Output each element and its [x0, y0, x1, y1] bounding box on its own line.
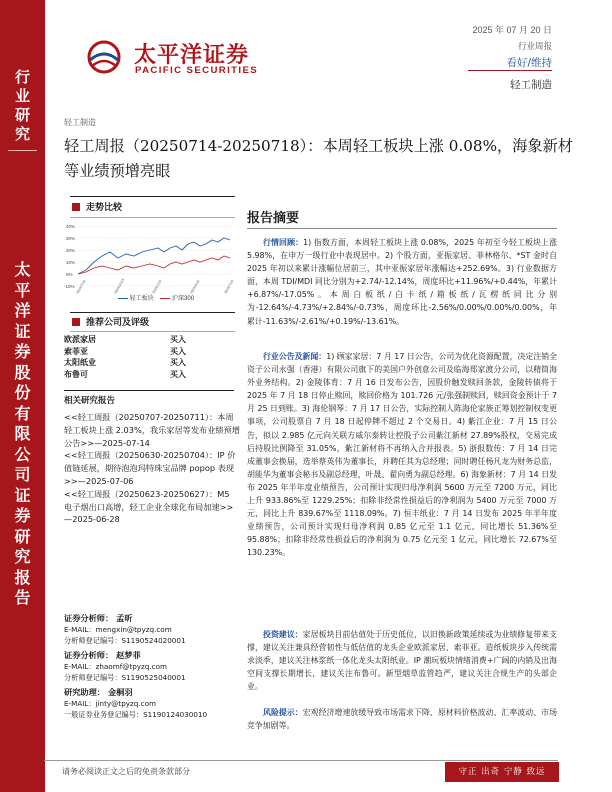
svg-text:2025/7/18: 2025/7/18	[223, 279, 235, 295]
sidebar-top-text: 行业研究	[15, 68, 31, 143]
section-marker-icon	[72, 203, 80, 211]
recommendation-section-header	[70, 312, 235, 332]
breadcrumb: 轻工制造	[64, 118, 96, 127]
sector-rating: 看好/维持	[506, 57, 552, 69]
report-title: 轻工周报（20250714-20250718）：本周轻工板块上涨 0.08%，海象新材等业绩预增亮眼	[64, 137, 573, 180]
analyst-heading	[64, 649, 240, 661]
analyst-license: 分析师登记编号：S1190524020001	[64, 636, 186, 645]
svg-text:2024/10/18: 2024/10/18	[113, 277, 126, 295]
footer-disclaimer: 请务必阅读正文之后的免责条款部分	[62, 767, 190, 776]
rec-label: 推荐公司及评级	[86, 318, 150, 328]
table-row	[64, 357, 234, 369]
svg-text:30%: 30%	[66, 236, 76, 241]
legend-index: 沪深300	[172, 296, 195, 302]
sidebar-category-label	[0, 68, 45, 144]
table-row	[64, 369, 234, 381]
paragraph-lead: 风险提示：	[263, 708, 303, 717]
paragraph-body: 家居板块目前估值处于历史低位，以旧换新政策延续或为业绩修复带来支撑，建议关注兼具经营韧性与低估值的龙头企业欧派家居、索菲亚。造纸板块步入传统需求淡季，建议关注林浆纸一体化龙头太阳纸业。IP 潮玩板块情绪消费+广阔的内销及出海空间支撑长期增长，建议关注布鲁可。新型烟草监管趋严，建议关注合规生产的头部企业。	[247, 630, 557, 692]
related-report-link[interactable]: <<轻工周报（20250623-20250627）：M5 电子烟出口高增，轻工企业全球化布局加速>>—2025-06-28	[64, 488, 234, 525]
legend-swatch-sector	[118, 298, 128, 300]
summary-rule	[247, 228, 557, 229]
related-reports-list	[64, 411, 240, 526]
paragraph-body: 宏观经济增速放缓导致市场需求下降、原材料价格波动、汇率波动、市场竞争加剧等。	[247, 708, 557, 731]
svg-text:2025/4/18: 2025/4/18	[189, 279, 201, 295]
svg-text:2025/1/18: 2025/1/18	[151, 279, 163, 295]
sector-name: 轻工制造	[510, 79, 552, 91]
legend-swatch-index	[160, 298, 170, 300]
related-report-link[interactable]: <<轻工周报（20250630-20250704）：IP 价值链延展，期待泡泡玛特珠宝品牌 popop 表现>>—2025-07-06	[64, 450, 236, 486]
footer-motto: 守正 出奇 宁静 致远	[445, 762, 559, 782]
chart-legend	[118, 293, 194, 302]
company-rating: 买入	[170, 358, 186, 367]
paragraph-body: 1) 顾家家居：7 月 17 日公告，公司为优化资源配置，决定注销全资子公司永强（香港）有限公司旗下的美国户外创意公司及临海郑家渡分公司，以精简海外业务结构。2) 金陵体育：7 月 16 日发布公告，因股价触发赎回条款，金陵转债将于 2025 年 7 月 18 日停止赎回，赎回价格为 101.726 元/张强制赎回，赎回资金预计于 7 月 25 日到账。3) 海伦钢琴：7 月 17 日公告，实际控制人陈海伦家族正筹划控制权变更事项，公司股票自 7 月 18 日起停牌不超过 2 个交易日。4) 紫江企业：7 月 15 日公告，拟以 2.985 亿元向关联方威尔泰转让控股子公司紫江新材 27.89%股权，交易完成后持股比例降至 31.05%，紫江新材将不再纳入合并报表。5) 浙报数传：7 月 14 日完成董事会换届，选举蔡英伟为董事长，并聘任其为总经理；同时聘任杨凡龙为财务总监，胡能华为董事会秘书及副总经理，叶晟、翟向勇为副总经理。6) 海象新材：7 月 14 日发布 2025 年半年度业绩预告，公司预计实现归母净利润 5600 万元至 7200 万元，同比上升 933.86%至 1229.25%；扣除非经常性损益后的净利润为 5400 万元至 7000 万元，同比上升 839.67%至 1118.09%。7) 恒丰纸业：7 月 14 日发布 2025 年半年度业绩预告，公司预计实现归母净利润 0.85 亿元至 1.1 亿元，同比增长 51.36%至 95.88%；扣除非经常性损益后的净利润为 0.75 亿元至 1 亿元，同比增长 72.67%至 130.23%。	[247, 352, 557, 558]
analyst-block	[64, 612, 240, 720]
analyst-heading	[64, 612, 240, 624]
analyst-name: 孟昕	[116, 613, 133, 623]
svg-text:20%: 20%	[66, 248, 76, 253]
svg-text:-10%: -10%	[64, 284, 75, 289]
table-row	[64, 346, 234, 358]
analyst-role: 证券分析师：	[64, 613, 114, 623]
related-report-link[interactable]: <<轻工周报（20250707-20250711）：本周轻工板块上涨 2.03%，我乐家居等发布业绩预增公告>>—2025-07-14	[64, 412, 240, 448]
company-name: 索菲亚	[64, 346, 88, 356]
svg-text:40%: 40%	[66, 224, 76, 229]
analyst-license: 一般证券业务登记编号：S1190124030010	[64, 710, 208, 719]
legend-sector: 轻工板块	[129, 296, 154, 302]
company-logo-icon	[84, 40, 124, 74]
sidebar-org-label	[0, 260, 45, 609]
analyst-role: 研究助理：	[64, 687, 105, 697]
company-rating: 买入	[170, 346, 186, 356]
company-name: 太阳纸业	[64, 358, 96, 367]
report-type: 行业周报	[517, 42, 552, 52]
trend-label: 走势比较	[86, 203, 123, 213]
analyst-license: 分析师登记编号：S1190525040001	[64, 673, 186, 682]
section-marker-icon	[72, 318, 80, 326]
trend-section-header	[70, 196, 235, 218]
related-reports-header: 相关研究报告	[64, 390, 234, 406]
company-name: 欧派家居	[64, 335, 96, 344]
analyst-role: 证券分析师：	[64, 650, 114, 660]
company-rating: 买入	[170, 335, 186, 344]
risk-paragraph	[247, 706, 557, 732]
analyst-heading	[64, 686, 240, 698]
analyst-email[interactable]: E-MAIL：jinty@tpyzq.com	[64, 699, 156, 708]
paragraph-lead: 行情回顾：	[263, 238, 304, 247]
analyst-email[interactable]: E-MAIL：zhaomf@tpyzq.com	[64, 662, 168, 671]
investment-advice-paragraph	[247, 628, 557, 693]
sidebar-divider	[8, 150, 37, 151]
logo-text-en: PACIFIC SECURITIES	[135, 65, 259, 76]
analyst-name: 赵梦菲	[116, 650, 141, 660]
report-date: 2025 年 07 月 20 日	[472, 25, 552, 35]
paragraph-lead: 行业公告及新闻：	[263, 352, 327, 361]
table-row	[64, 334, 234, 346]
svg-text:2024/7/18: 2024/7/18	[75, 279, 87, 295]
series-sector-line	[78, 238, 230, 274]
company-rating: 买入	[170, 369, 186, 379]
logo-text-cn: 太平洋证券	[134, 43, 250, 68]
analyst-email[interactable]: E-MAIL：mengxin@tpyzq.com	[64, 625, 172, 634]
summary-title: 报告摘要	[247, 211, 300, 226]
footer-rule	[44, 760, 558, 761]
recommendation-table	[64, 334, 234, 380]
trend-chart	[64, 222, 236, 302]
svg-text:0%: 0%	[66, 272, 73, 277]
svg-text:10%: 10%	[66, 260, 76, 265]
sidebar-org-text: 太平洋证券股份有限公司证券研究报告	[14, 260, 31, 607]
company-name: 布鲁可	[64, 369, 88, 379]
news-paragraph	[247, 350, 557, 560]
header-rule	[468, 70, 552, 71]
analyst-name: 金桐羽	[107, 687, 133, 697]
series-index-line	[78, 256, 230, 274]
paragraph-lead: 投资建议：	[263, 630, 303, 639]
market-review-paragraph	[247, 236, 557, 328]
paragraph-body: 1) 指数方面，本周轻工板块上涨 0.08%，2025 年初至今轻工板块上涨 5.98%，在申万一级行业中表现居中。2) 个股方面，亚振家居、菲林格尔、*ST 金时自 2025 年初以来累计涨幅位居前三，其中亚振家居年涨幅达+252.69%。3) 行业数据方面，本周 TDI/MDI 同比分别为+2.74/-12.14%，周度环比+11.96%/+0.44%，年累计+6.87%/-17.05%。本周白板纸/白卡纸/箱板纸/瓦楞纸同比分别为-12.64%/-4.73%/+2.84%/-0.73%，周度环比-2.56%/0.00%/0.00%/0.00%，年累计-11.63%/-2.61%/+0.19%/-13.61%。	[247, 238, 557, 326]
